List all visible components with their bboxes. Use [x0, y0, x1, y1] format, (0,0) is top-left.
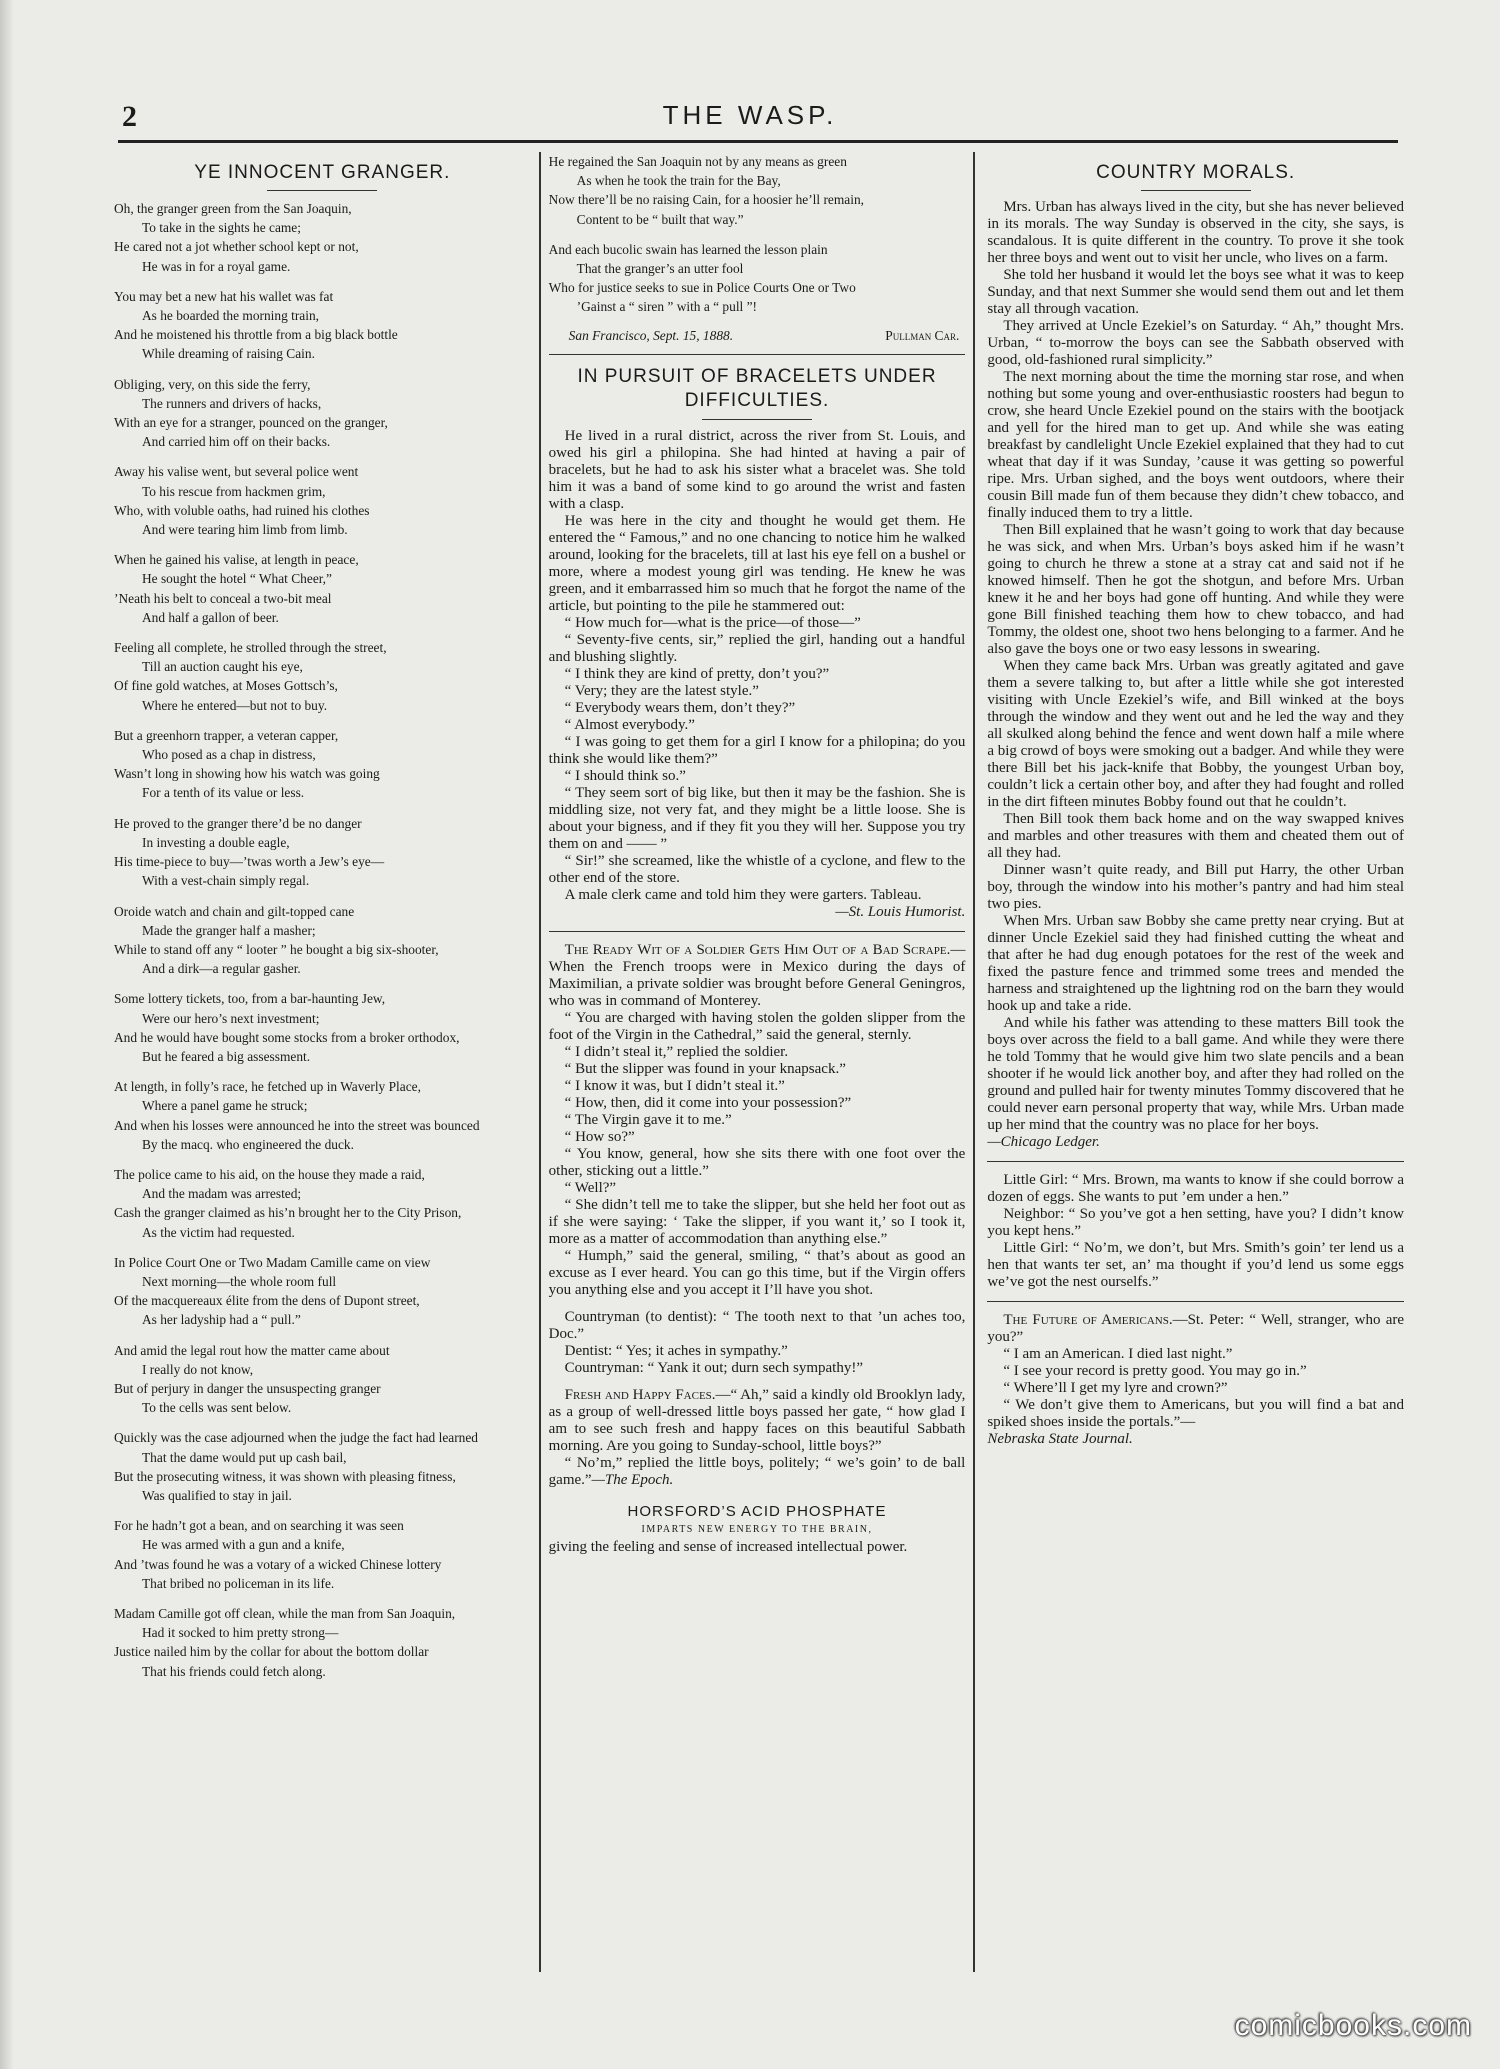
- poem-line: By the macq. who engineered the duck.: [142, 1136, 354, 1152]
- poem-line: When he gained his valise, at length in peace,: [114, 552, 359, 568]
- poem-line: Oh, the granger green from the San Joaquin,: [114, 201, 352, 216]
- soldier-title: The Ready Wit of a Soldier Gets Him Out of a Bad Scrape.: [564, 941, 951, 958]
- poem-continued: [549, 152, 966, 317]
- divider: [267, 190, 377, 191]
- poem-line: To his rescue from hackmen grim,: [142, 483, 326, 499]
- bracelets-paragraph: “ I should think so.”: [564, 767, 686, 784]
- soldier-paragraph: “ You know, general, how she sits there with one foot over the other, sticking out a little.”: [548, 1145, 966, 1179]
- divider: [549, 354, 966, 355]
- soldier-paragraph: “ I know it was, but I didn’t steal it.”: [564, 1077, 785, 1094]
- morals-title: COUNTRY MORALS.: [1096, 162, 1296, 183]
- americans-title: The Future of Americans.: [1003, 1312, 1173, 1328]
- morals-paragraph: When Mrs. Urban saw Bobby she came pretty near crying. But at dinner Uncle Ezekiel said they had finished cutting the wheat and that after he had dug enough potatoes for the rest of the week and fixed the pasture fence and trimmed some trees and mended the harness and straightened up the lightning rod on the barn they would hook up and take a ride.: [987, 913, 1405, 1014]
- poem-date: San Francisco, Sept. 15, 1888.: [568, 327, 734, 343]
- column-left: [114, 152, 541, 1972]
- bracelets-paragraph: “ Almost everybody.”: [564, 716, 695, 733]
- eggs-paragraph: Little Girl: “ No’m, we don’t, but Mrs. Smith’s goin’ ter lend us a hen that wants ter set, an’ ma thought if you’d lend us some eggs we’ve got the nest ourselfs.”: [987, 1240, 1405, 1290]
- poem-stanza: [114, 1077, 531, 1154]
- poem-line: Where a panel game he struck;: [142, 1098, 308, 1114]
- poem-line: For he hadn’t got a bean, and on searching it was seen: [114, 1518, 404, 1534]
- poem-line: For a tenth of its value or less.: [142, 785, 305, 801]
- bracelets-paragraph: “ Seventy-five cents, sir,” replied the girl, handing out a handful and blushing slightly.: [548, 631, 966, 665]
- poem-line: You may bet a new hat his wallet was fat: [114, 288, 334, 304]
- bracelets-paragraph: He was here in the city and thought he would get them. He entered the “ Famous,” and no one chancing to notice him he walked around, looking for the bracelets, till at last his eye fell on a bushel or more, where a modest young girl was tending. He knew he was green, and it embarrassed him so much that he forgot the name of the article, but pointing to the pile he stammered out:: [548, 512, 966, 614]
- morals-paragraph: Then Bill took them back home and on the way swapped knives and marbles and other treasures with them and cheated them out of all they had.: [987, 811, 1405, 861]
- poem-line: Quickly was the case adjourned when the judge the fact had learned: [114, 1430, 479, 1446]
- poem-line: That bribed no policeman in its life.: [142, 1575, 335, 1591]
- poem-line: Oroide watch and chain and gilt-topped cane: [114, 903, 355, 919]
- column-middle: [541, 152, 976, 1972]
- divider: [1141, 190, 1251, 191]
- bracelets-paragraph: A male clerk came and told him they were garters. Tableau.: [564, 886, 922, 903]
- bracelets-paragraph: “ I was going to get them for a girl I know for a philopina; do you think she would like them?”: [548, 733, 966, 767]
- faces-title: Fresh and Happy Faces.: [564, 1386, 716, 1403]
- poem-line: Feeling all complete, he strolled through the street,: [114, 640, 387, 656]
- divider: [549, 931, 966, 932]
- ad-subtitle: IMPARTS NEW ENERGY TO THE BRAIN,: [641, 1523, 873, 1535]
- poem-line: Were our hero’s next investment;: [142, 1010, 320, 1026]
- soldier-lead: —When the French troops were in Mexico during the days of Maximilian, a private soldier was brought before General Geningros, who was in command of Monterey.: [548, 941, 966, 1009]
- poem-line: He regained the San Joaquin not by any means as green: [548, 154, 847, 169]
- poem-line: He was armed with a gun and a knife,: [142, 1537, 345, 1553]
- ad-text: giving the feeling and sense of increased intellectual power.: [548, 1538, 908, 1555]
- poem-line: Had it socked to him pretty strong—: [142, 1625, 339, 1641]
- faces-reply: “ No’m,” replied the little boys, politely; “ we’s goin’ to de ball game.”: [548, 1454, 966, 1488]
- header-rule: [118, 140, 1398, 143]
- poem-line: And when his losses were announced he into the street was bounced: [114, 1117, 480, 1133]
- bracelets-paragraph: “ Very; they are the latest style.”: [564, 682, 759, 699]
- soldier-paragraph: “ The Virgin gave it to me.”: [564, 1111, 732, 1128]
- poem-line: Who posed as a chap in distress,: [142, 747, 316, 763]
- scan-edge: [0, 0, 14, 2069]
- poem-line: While dreaming of raising Cain.: [142, 346, 315, 362]
- masthead: THE WASP.: [662, 100, 838, 130]
- poem-line: In Police Court One or Two Madam Camille came on view: [114, 1254, 431, 1270]
- poem-line: Content to be “ built that way.”: [576, 211, 744, 227]
- dentist-paragraph: Countryman: “ Yank it out; durn sech sympathy!”: [564, 1359, 863, 1376]
- page-number: 2: [122, 100, 138, 133]
- poem-line: With a vest-chain simply regal.: [142, 873, 310, 889]
- poem-line: And amid the legal rout how the matter came about: [114, 1342, 390, 1358]
- soldier-paragraph: “ How, then, did it come into your possession?”: [564, 1094, 852, 1111]
- soldier-paragraph: “ Humph,” said the general, smiling, “ that’s about as good an excuse as I ever heard. You can go this time, but if the Virgin offers you anything else and you accept it I’ll have you shot.: [548, 1247, 966, 1298]
- eggs-paragraph: Neighbor: “ So you’ve got a hen setting, have you? I didn’t know you kept hens.”: [987, 1206, 1405, 1239]
- faces-lead: —“ Ah,” said a kindly old Brooklyn lady, as a group of well-dressed little boys passed her gate, “ how glad I am to see such fresh and happy faces on this beautiful Sabbath morning. Are you going to Sunday-school, little boys?”: [548, 1386, 966, 1454]
- poem-stanza: [114, 726, 531, 803]
- poem-stanza: [114, 989, 531, 1066]
- poem-line: And a dirk—a regular gasher.: [142, 961, 301, 977]
- poem-stanza: [114, 462, 531, 539]
- americans-joke: [987, 1312, 1404, 1448]
- poem-stanza: [114, 814, 531, 891]
- soldier-paragraph: “ But the slipper was found in your knapsack.”: [564, 1060, 846, 1077]
- dentist-joke: [549, 1309, 966, 1377]
- poem-stanza: [114, 638, 531, 715]
- bracelets-paragraph: “ How much for—what is the price—of those—”: [564, 614, 861, 631]
- poem-line: Away his valise went, but several police went: [114, 464, 359, 480]
- divider: [987, 1301, 1404, 1302]
- americans-paragraph: “ Where’ll I get my lyre and crown?”: [1003, 1380, 1228, 1396]
- morals-paragraph: The next morning about the time the morning star rose, and when nothing but some young and over-enthusiastic roosters had begun to crow, she heard Uncle Ezekiel pound on the stairs with the bootjack and yell for the hired man to get up. And while she was eating breakfast by candlelight Uncle Ezekiel explained that they had to cut wheat that day if it was Sunday, ’cause it was getting so powerful ripe. Mrs. Urban sighed, and the boys went outdoors, where their cousin Bill made fun of them because they didn’t chew tobacco, and finally induced them to try a little.: [987, 369, 1405, 521]
- poem-author: Pullman Car.: [885, 327, 960, 343]
- poem-line: And ’twas found he was a votary of a wicked Chinese lottery: [114, 1556, 442, 1572]
- watermark-logo: comicbooks.com: [1234, 2009, 1472, 2042]
- bracelets-paragraph: “ I think they are kind of pretty, don’t you?”: [564, 665, 830, 682]
- poem-title: YE INNOCENT GRANGER.: [194, 162, 451, 183]
- poem-stanza: [114, 550, 531, 627]
- bracelets-paragraph: He lived in a rural district, across the river from St. Louis, and owed his girl a philopina. She had hinted at having a pair of bracelets, but he had to ask his sister what a bracelet was. She told him it was a band of some kind to go around the wrist and fasten with a clasp.: [548, 427, 966, 512]
- morals-paragraph: She told her husband it would let the boys see what it was to keep Sunday, and that next Summer she would send them out and let them stay all through vacation.: [987, 267, 1405, 317]
- poem-line: Who, with voluble oaths, had ruined his clothes: [114, 502, 370, 518]
- poem-line: Next morning—the whole room full: [142, 1273, 337, 1289]
- poem-signature: [569, 328, 966, 344]
- poem-stanza: [114, 1341, 531, 1418]
- soldier-paragraph: “ I didn’t steal it,” replied the soldier.: [564, 1043, 789, 1060]
- poem-line: ’Gainst a “ siren ” with a “ pull ”!: [576, 299, 758, 315]
- poem-line: But he feared a big assessment.: [142, 1048, 311, 1064]
- poem-line: That his friends could fetch along.: [142, 1663, 326, 1679]
- bracelets-article: [549, 428, 966, 904]
- ad-body: [549, 1539, 966, 1556]
- poem-line: Of the macquereaux élite from the dens of Dupont street,: [114, 1293, 420, 1309]
- morals-paragraph: Mrs. Urban has always lived in the city, but she has never believed in its morals. The way Sunday is observed in the city, she says, is scandalous. It is quite different in the country. To prove it she took her three boys and went out to visit her uncle, who lives on a farm.: [987, 199, 1405, 266]
- poem-line: He sought the hotel “ What Cheer,”: [142, 571, 332, 587]
- poem-line: Madam Camille got off clean, while the man from San Joaquin,: [114, 1606, 456, 1621]
- poem-line: Made the granger half a masher;: [142, 922, 316, 938]
- poem-line: To the cells was sent below.: [142, 1400, 292, 1416]
- poem-stanza: [114, 287, 531, 364]
- poem-stanzas: [114, 199, 531, 1681]
- poem-line: But the prosecuting witness, it was shown with pleasing fitness,: [114, 1468, 456, 1484]
- poem-line: But of perjury in danger the unsuspecting granger: [114, 1380, 381, 1396]
- poem-line: Wasn’t long in showing how his watch was going: [114, 766, 380, 782]
- poem-line: As her ladyship had a “ pull.”: [142, 1312, 301, 1328]
- poem-line: ’Neath his belt to conceal a two-bit meal: [114, 590, 332, 606]
- poem-stanza: [114, 1516, 531, 1593]
- soldier-paragraph: “ You are charged with having stolen the golden slipper from the foot of the Virgin in the Cathedral,” said the general, sternly.: [548, 1009, 966, 1043]
- poem-line: And he would have bought some stocks from a broker orthodox,: [114, 1029, 460, 1045]
- poem-line: And each bucolic swain has learned the lesson plain: [548, 241, 828, 257]
- soldier-article: [549, 942, 966, 1299]
- soldier-paragraph: “ How so?”: [564, 1128, 635, 1145]
- americans-paragraph: “ I see your record is pretty good. You may go in.”: [1003, 1363, 1307, 1379]
- poem-line: While to stand off any “ looter ” he bought a big six-shooter,: [114, 941, 439, 957]
- poem-line: Now there’ll be no raising Cain, for a hoosier he’ll remain,: [548, 192, 864, 208]
- eggs-paragraph: Little Girl: “ Mrs. Brown, ma wants to know if she could borrow a dozen of eggs. She wants to put ’em under a hen.”: [987, 1172, 1405, 1205]
- poem-line: The police came to his aid, on the house they made a raid,: [114, 1166, 425, 1182]
- poem-line: To take in the sights he came;: [142, 220, 301, 236]
- poem-line: The runners and drivers of hacks,: [142, 395, 322, 411]
- poem-stanza: [114, 1428, 531, 1505]
- poem-line: He proved to the granger there’d be no danger: [114, 815, 362, 831]
- poem-line: Where he entered—but not to buy.: [142, 697, 328, 713]
- soldier-paragraph: “ Well?”: [564, 1179, 617, 1196]
- poem-line: Justice nailed him by the collar for about the bottom dollar: [114, 1644, 429, 1660]
- poem-stanza: [114, 1604, 531, 1681]
- poem-line: Who for justice seeks to sue in Police Courts One or Two: [548, 280, 856, 296]
- faces-credit: —The Epoch.: [591, 1471, 674, 1488]
- poem-line: That the dame would put up cash bail,: [142, 1449, 347, 1465]
- poem-line: He was in for a royal game.: [142, 258, 291, 274]
- divider: [987, 1161, 1404, 1162]
- poem-line: But a greenhorn trapper, a veteran capper,: [114, 727, 339, 743]
- poem-stanza: [114, 902, 531, 979]
- poem-stanza: [114, 1253, 531, 1330]
- column-right: [975, 152, 1404, 1972]
- poem-line: And half a gallon of beer.: [142, 609, 279, 625]
- morals-paragraph: They arrived at Uncle Ezekiel’s on Saturday. “ Ah,” thought Mrs. Urban, “ to-morrow the boys can see the Sabbath observed with good, old-fashioned rural simplicity.”: [987, 318, 1405, 368]
- poem-line: And were tearing him limb from limb.: [142, 522, 348, 538]
- americans-paragraph: “ We don’t give them to Americans, but you will find a bat and spiked shoes inside the portals.”—: [987, 1397, 1405, 1430]
- bracelets-title: IN PURSUIT OF BRACELETS UNDER DIFFICULTIES.: [577, 365, 937, 411]
- morals-credit: —Chicago Ledger.: [987, 1134, 1100, 1150]
- columns: [114, 152, 1404, 1972]
- poem-line: As he boarded the morning train,: [142, 308, 320, 324]
- poem-line: Obliging, very, on this side the ferry,: [114, 376, 311, 392]
- poem-line: As the victim had requested.: [142, 1224, 295, 1240]
- poem-stanza: [549, 152, 966, 229]
- morals-paragraph: Then Bill explained that he wasn’t going to work that day because he was sick, and when Mrs. Urban’s boys asked him if he wasn’t going to church he threw a stone at a stray cat and said not if he knowed himself. Then he got the shotgun, and before Mrs. Urban knew it he and her boys had gone off hunting. And while they were gone Bill finished teaching them how to chew tobacco, and had Tommy, the oldest one, shoot two hens belonging to a farmer. And he also gave the boys one or two easy lessons in swearing.: [987, 522, 1405, 657]
- poem-line: And carried him off on their backs.: [142, 434, 331, 450]
- bracelets-paragraph: “ They seem sort of big like, but then it may be the fashion. She is middling size, not very fat, and they might be a little loose. She is about your bigness, and if they fit you they will her. Suppose you try them on and —— ”: [548, 784, 966, 852]
- poem-line: Was qualified to stay in jail.: [142, 1487, 292, 1503]
- ad-title: HORSFORD’S ACID PHOSPHATE: [627, 1502, 887, 1520]
- dentist-paragraph: Countryman (to dentist): “ The tooth next to that ’un aches too, Doc.”: [548, 1308, 966, 1342]
- poem-line: That the granger’s an utter fool: [576, 261, 744, 277]
- bracelets-paragraph: “ Sir!” she screamed, like the whistle of a cyclone, and flew to the other end of the store.: [548, 852, 966, 886]
- poem-stanza: [549, 240, 966, 317]
- morals-paragraph: Dinner wasn’t quite ready, and Bill put Harry, the other Urban boy, through the window into his mother’s pantry and had him steal two pies.: [987, 862, 1405, 912]
- poem-line: Till an auction caught his eye,: [142, 659, 303, 675]
- dentist-paragraph: Dentist: “ Yes; it aches in sympathy.”: [564, 1342, 788, 1359]
- eggs-joke: [987, 1172, 1404, 1291]
- morals-credit-line: [987, 1134, 1404, 1151]
- morals-paragraph: When they came back Mrs. Urban was greatly agitated and gave them a severe talking to, but after a little while she got interested visiting with Uncle Ezekiel’s wife, and Bill winked at the boys through the window and they went out and he led the way and they all skulked along behind the fence and went down half a mile where a big crowd of boys were smoking out a badger. And while they were there Bill bet his jack-knife that Bobby, the youngest Urban boy, couldn’t lick a certain other boy, and after they had fought and rolled in the dirt fifteen minutes Bobby found out that he couldn’t.: [987, 658, 1405, 810]
- americans-paragraph: “ I am an American. I died last night.”: [1003, 1346, 1233, 1362]
- faces-joke: [549, 1387, 966, 1489]
- divider: [702, 419, 812, 420]
- poem-line: He cared not a jot whether school kept or not,: [114, 239, 359, 255]
- poem-line: At length, in folly’s race, he fetched up in Waverly Place,: [114, 1079, 421, 1095]
- poem-line: And he moistened his throttle from a big black bottle: [114, 327, 398, 343]
- morals-paragraph: And while his father was attending to these matters Bill took the boys over across the field to a ball game. And while they were there he told Tommy that he would give him two slate pencils and a bean shooter if he would lick another boy, and after they had rolled on the ground and pulled hair for twenty minutes Tommy discovered that he could never earn personal property that way, while Mrs. Urban made up her mind that the country was no place for her boys.: [987, 1015, 1405, 1133]
- americans-lead: —St. Peter: “ Well, stranger, who are you?”: [987, 1312, 1405, 1345]
- bracelets-paragraph: “ Everybody wears them, don’t they?”: [564, 699, 796, 716]
- poem-line: With an eye for a stranger, pounced on the granger,: [114, 415, 388, 431]
- poem-line: Some lottery tickets, too, from a bar-haunting Jew,: [114, 991, 386, 1007]
- bracelets-credit: —St. Louis Humorist.: [835, 903, 966, 920]
- poem-stanza: [114, 375, 531, 452]
- soldier-paragraph: “ She didn’t tell me to take the slipper, but she held her foot out as if she were saying: ‘ Take the slipper, if you want it,’ so I took it, more as a matter of accommodation than anything else.”: [548, 1196, 966, 1247]
- poem-line: His time-piece to buy—’twas worth a Jew’s eye—: [114, 854, 385, 870]
- poem-stanza: [114, 199, 531, 276]
- poem-line: Of fine gold watches, at Moses Gottsch’s,: [114, 678, 338, 694]
- bracelets-credit-line: [549, 904, 966, 921]
- poem-line: As when he took the train for the Bay,: [576, 173, 781, 189]
- poem-line: And the madam was arrested;: [142, 1186, 302, 1202]
- poem-line: I really do not know,: [142, 1361, 254, 1377]
- morals-article: [987, 199, 1404, 1134]
- poem-line: In investing a double eagle,: [142, 834, 290, 850]
- americans-credit: Nebraska State Journal.: [987, 1431, 1133, 1447]
- poem-line: Cash the granger claimed as his’n brought her to the City Prison,: [114, 1205, 462, 1221]
- poem-stanza: [114, 1165, 531, 1242]
